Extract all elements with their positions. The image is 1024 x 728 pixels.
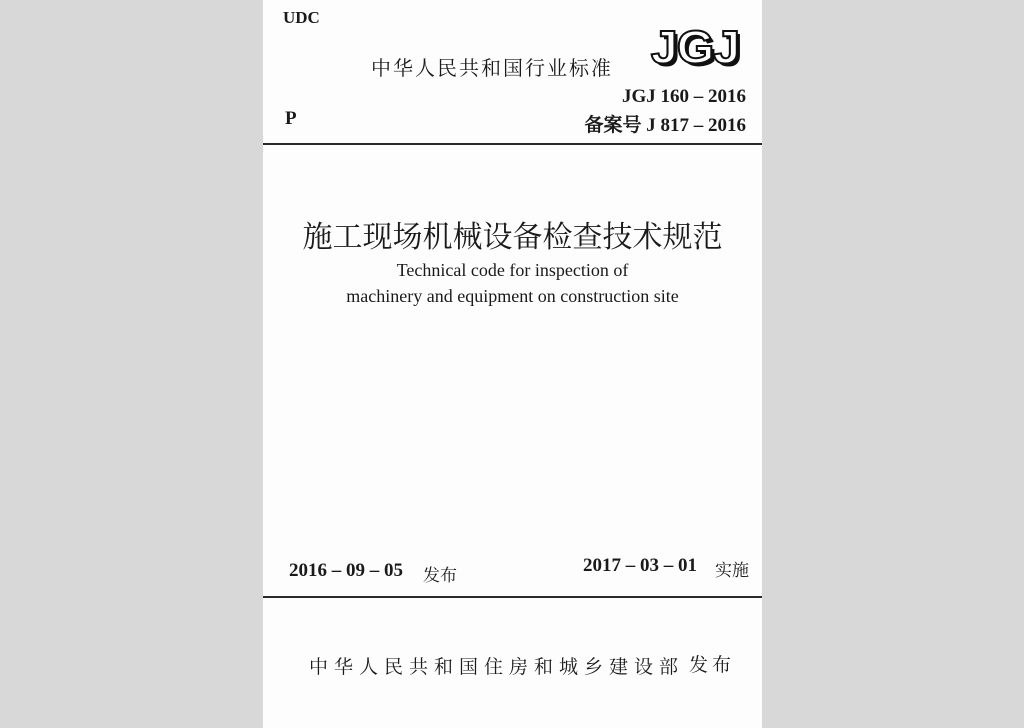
header-divider (263, 143, 762, 145)
jgj-logo: JGJ (650, 21, 740, 73)
footer-divider (263, 596, 762, 598)
standard-number: JGJ 160 – 2016 (621, 86, 746, 107)
record-number: 备案号 J 817 – 2016 (584, 115, 746, 136)
effective-date: 2017 – 03 – 01 (583, 555, 697, 576)
issue-date: 2016 – 09 – 05 (289, 560, 403, 581)
udc-label: UDC (283, 8, 320, 27)
publisher: 中华人民共和国住房和城乡建设部 (309, 656, 685, 678)
chinese-title: 施工现场机械设备检查技术规范 (302, 220, 723, 255)
standard-type: 中华人民共和国行业标准 (371, 56, 613, 80)
publish-label: 发布 (689, 654, 736, 676)
effective-label: 实施 (715, 561, 749, 581)
english-title-line-1: Technical code for inspection of (396, 260, 629, 280)
document-cover-page (263, 0, 762, 728)
english-title-line-2: machinery and equipment on construction site (346, 286, 679, 306)
issue-label: 发布 (423, 566, 457, 586)
category-label: P (285, 108, 297, 129)
